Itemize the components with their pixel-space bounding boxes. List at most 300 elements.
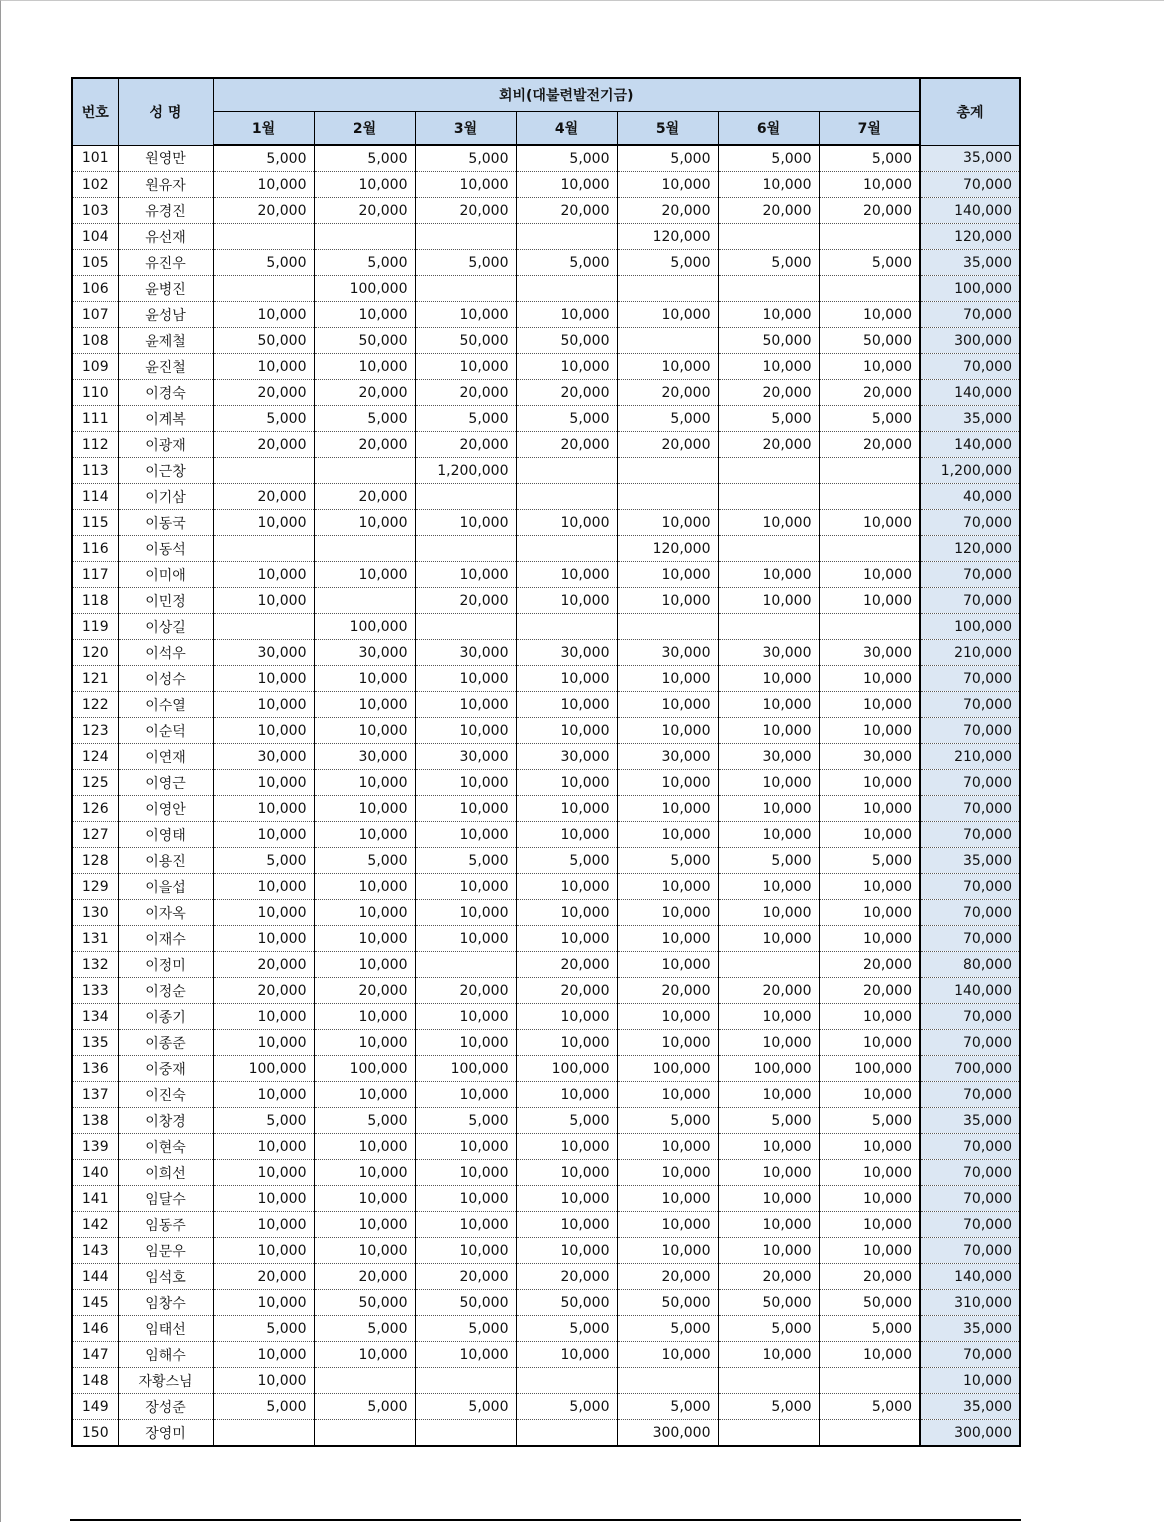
month-amount: 5,000 — [213, 406, 314, 432]
month-amount: 10,000 — [516, 354, 617, 380]
month-amount — [415, 276, 516, 302]
month-amount: 10,000 — [617, 1160, 718, 1186]
table-row — [72, 848, 1020, 874]
month-amount: 20,000 — [314, 380, 415, 406]
member-name: 이을섭 — [118, 874, 213, 900]
member-name: 원유자 — [118, 172, 213, 198]
month-amount: 10,000 — [314, 1030, 415, 1056]
month-amount: 30,000 — [314, 640, 415, 666]
month-amount: 10,000 — [718, 172, 819, 198]
table-row — [72, 1368, 1020, 1394]
month-amount: 50,000 — [819, 1290, 920, 1316]
month-amount: 5,000 — [819, 1316, 920, 1342]
month-amount: 20,000 — [415, 198, 516, 224]
month-amount — [819, 1420, 920, 1447]
month-amount — [718, 952, 819, 978]
month-amount: 10,000 — [718, 796, 819, 822]
month-amount: 10,000 — [516, 666, 617, 692]
month-amount: 20,000 — [819, 978, 920, 1004]
month-amount: 10,000 — [415, 874, 516, 900]
month-amount: 10,000 — [617, 562, 718, 588]
row-number: 117 — [72, 562, 118, 588]
month-amount: 50,000 — [516, 1290, 617, 1316]
month-amount: 5,000 — [718, 848, 819, 874]
month-amount: 5,000 — [718, 1316, 819, 1342]
table-row — [72, 900, 1020, 926]
table-row — [72, 1238, 1020, 1264]
month-amount: 10,000 — [819, 1186, 920, 1212]
table-row — [72, 1108, 1020, 1134]
row-total: 70,000 — [920, 1004, 1020, 1030]
row-total: 70,000 — [920, 770, 1020, 796]
month-amount: 10,000 — [718, 666, 819, 692]
month-amount: 10,000 — [617, 1342, 718, 1368]
member-name: 이성수 — [118, 666, 213, 692]
month-amount: 20,000 — [516, 380, 617, 406]
month-amount: 10,000 — [415, 1160, 516, 1186]
month-amount: 10,000 — [819, 1004, 920, 1030]
month-amount — [819, 224, 920, 250]
row-total: 70,000 — [920, 822, 1020, 848]
row-number: 132 — [72, 952, 118, 978]
month-amount: 10,000 — [213, 1238, 314, 1264]
month-amount: 10,000 — [819, 874, 920, 900]
month-amount: 5,000 — [516, 406, 617, 432]
month-amount: 10,000 — [516, 1134, 617, 1160]
member-name: 이영태 — [118, 822, 213, 848]
footer-divider — [70, 1519, 1021, 1521]
month-amount: 10,000 — [819, 588, 920, 614]
row-total: 140,000 — [920, 978, 1020, 1004]
table-row — [72, 1342, 1020, 1368]
month-amount: 10,000 — [617, 1186, 718, 1212]
row-number: 121 — [72, 666, 118, 692]
member-name: 이재수 — [118, 926, 213, 952]
month-amount: 10,000 — [617, 926, 718, 952]
row-number: 114 — [72, 484, 118, 510]
table-row — [72, 744, 1020, 770]
table-row — [72, 1290, 1020, 1316]
month-amount — [415, 614, 516, 640]
table-row — [72, 1056, 1020, 1082]
month-amount: 10,000 — [415, 1238, 516, 1264]
month-amount: 20,000 — [213, 952, 314, 978]
member-name: 임석호 — [118, 1264, 213, 1290]
row-total: 120,000 — [920, 224, 1020, 250]
month-amount: 20,000 — [213, 978, 314, 1004]
month-amount: 10,000 — [415, 666, 516, 692]
month-amount: 5,000 — [415, 1394, 516, 1420]
row-total: 70,000 — [920, 1342, 1020, 1368]
month-amount — [718, 1368, 819, 1394]
month-amount: 20,000 — [314, 978, 415, 1004]
table-row — [72, 770, 1020, 796]
month-amount: 10,000 — [516, 1082, 617, 1108]
member-name: 이용진 — [118, 848, 213, 874]
month-amount: 20,000 — [415, 588, 516, 614]
row-number: 102 — [72, 172, 118, 198]
member-name: 이미애 — [118, 562, 213, 588]
month-amount: 10,000 — [314, 302, 415, 328]
month-amount: 10,000 — [617, 874, 718, 900]
month-amount: 5,000 — [718, 145, 819, 172]
month-amount: 5,000 — [415, 406, 516, 432]
month-amount — [213, 536, 314, 562]
month-amount: 10,000 — [718, 1186, 819, 1212]
month-amount — [415, 536, 516, 562]
member-name: 이정순 — [118, 978, 213, 1004]
month-amount: 10,000 — [819, 926, 920, 952]
month-amount: 100,000 — [314, 1056, 415, 1082]
row-total: 70,000 — [920, 1160, 1020, 1186]
month-amount: 5,000 — [415, 1316, 516, 1342]
month-header: 1월 — [213, 112, 314, 146]
row-number: 140 — [72, 1160, 118, 1186]
month-amount: 50,000 — [314, 1290, 415, 1316]
month-amount — [617, 458, 718, 484]
dues-table — [71, 77, 1021, 1447]
table-row — [72, 484, 1020, 510]
month-amount: 20,000 — [516, 432, 617, 458]
month-amount — [819, 1368, 920, 1394]
row-number: 134 — [72, 1004, 118, 1030]
month-amount — [718, 458, 819, 484]
month-amount: 10,000 — [617, 692, 718, 718]
member-name: 임동주 — [118, 1212, 213, 1238]
table-row — [72, 640, 1020, 666]
row-number: 106 — [72, 276, 118, 302]
row-total: 700,000 — [920, 1056, 1020, 1082]
row-total: 70,000 — [920, 1212, 1020, 1238]
row-number: 103 — [72, 198, 118, 224]
month-amount: 10,000 — [516, 1342, 617, 1368]
month-amount — [415, 224, 516, 250]
month-amount — [718, 224, 819, 250]
row-number: 109 — [72, 354, 118, 380]
table-row — [72, 380, 1020, 406]
month-amount: 10,000 — [516, 1186, 617, 1212]
member-name: 이종준 — [118, 1030, 213, 1056]
month-amount: 10,000 — [213, 796, 314, 822]
month-amount: 10,000 — [516, 1004, 617, 1030]
row-total: 70,000 — [920, 666, 1020, 692]
month-amount — [617, 1368, 718, 1394]
month-amount: 100,000 — [617, 1056, 718, 1082]
month-amount: 10,000 — [718, 718, 819, 744]
month-amount: 10,000 — [718, 354, 819, 380]
member-name: 이동국 — [118, 510, 213, 536]
row-total: 70,000 — [920, 692, 1020, 718]
month-amount: 5,000 — [617, 406, 718, 432]
month-amount: 10,000 — [314, 1004, 415, 1030]
month-amount: 20,000 — [314, 484, 415, 510]
month-amount: 10,000 — [819, 1212, 920, 1238]
month-amount — [617, 484, 718, 510]
month-amount: 10,000 — [415, 926, 516, 952]
month-amount: 10,000 — [819, 302, 920, 328]
member-name: 이영안 — [118, 796, 213, 822]
member-name: 유진우 — [118, 250, 213, 276]
month-amount: 100,000 — [213, 1056, 314, 1082]
month-amount: 10,000 — [819, 510, 920, 536]
member-name: 이민정 — [118, 588, 213, 614]
month-amount: 10,000 — [314, 900, 415, 926]
row-number: 110 — [72, 380, 118, 406]
table-body — [72, 145, 1020, 1446]
month-amount: 10,000 — [819, 822, 920, 848]
member-name: 이기삼 — [118, 484, 213, 510]
row-number: 123 — [72, 718, 118, 744]
month-amount: 10,000 — [819, 718, 920, 744]
row-number: 150 — [72, 1420, 118, 1447]
month-amount: 10,000 — [718, 770, 819, 796]
month-amount: 20,000 — [617, 978, 718, 1004]
name-header: 성 명 — [118, 78, 213, 145]
month-amount — [617, 614, 718, 640]
month-amount: 10,000 — [819, 1160, 920, 1186]
month-amount: 1,200,000 — [415, 458, 516, 484]
month-amount — [314, 224, 415, 250]
table-row — [72, 1030, 1020, 1056]
table-row — [72, 432, 1020, 458]
table-row — [72, 354, 1020, 380]
month-amount: 10,000 — [314, 510, 415, 536]
month-amount: 20,000 — [819, 380, 920, 406]
number-header: 번호 — [72, 78, 118, 145]
month-amount: 10,000 — [617, 510, 718, 536]
month-amount: 20,000 — [415, 978, 516, 1004]
table-row — [72, 666, 1020, 692]
month-amount — [819, 276, 920, 302]
table-row — [72, 1186, 1020, 1212]
month-amount: 5,000 — [617, 145, 718, 172]
member-name: 임해수 — [118, 1342, 213, 1368]
month-amount: 10,000 — [516, 1030, 617, 1056]
month-amount: 10,000 — [718, 692, 819, 718]
month-amount: 30,000 — [415, 640, 516, 666]
member-name: 유선재 — [118, 224, 213, 250]
member-name: 이근창 — [118, 458, 213, 484]
dues-group-header: 회비(대불련발전기금) — [213, 78, 920, 112]
member-name: 원영만 — [118, 145, 213, 172]
month-amount: 5,000 — [213, 145, 314, 172]
row-number: 126 — [72, 796, 118, 822]
month-amount: 10,000 — [314, 692, 415, 718]
month-amount: 5,000 — [718, 250, 819, 276]
month-amount: 20,000 — [213, 432, 314, 458]
month-amount: 10,000 — [516, 770, 617, 796]
month-amount: 10,000 — [617, 718, 718, 744]
month-amount: 10,000 — [213, 900, 314, 926]
month-amount: 30,000 — [213, 744, 314, 770]
member-name: 이정미 — [118, 952, 213, 978]
month-amount — [415, 1368, 516, 1394]
month-amount: 5,000 — [617, 1108, 718, 1134]
month-amount: 10,000 — [213, 770, 314, 796]
row-number: 127 — [72, 822, 118, 848]
row-total: 140,000 — [920, 380, 1020, 406]
month-amount: 10,000 — [415, 1342, 516, 1368]
month-amount: 20,000 — [314, 432, 415, 458]
month-amount: 100,000 — [314, 276, 415, 302]
month-amount: 30,000 — [516, 640, 617, 666]
month-amount: 5,000 — [314, 1394, 415, 1420]
member-name: 이창경 — [118, 1108, 213, 1134]
member-name: 이수열 — [118, 692, 213, 718]
month-amount: 20,000 — [213, 484, 314, 510]
month-amount: 20,000 — [617, 432, 718, 458]
month-amount: 10,000 — [213, 1082, 314, 1108]
month-amount: 5,000 — [617, 250, 718, 276]
member-name: 이종기 — [118, 1004, 213, 1030]
month-amount: 20,000 — [617, 198, 718, 224]
month-amount: 30,000 — [819, 640, 920, 666]
month-amount: 10,000 — [718, 926, 819, 952]
month-amount: 10,000 — [819, 1238, 920, 1264]
table-row — [72, 406, 1020, 432]
month-amount: 10,000 — [617, 666, 718, 692]
month-amount: 20,000 — [617, 380, 718, 406]
month-amount: 5,000 — [516, 250, 617, 276]
month-amount: 10,000 — [415, 796, 516, 822]
month-amount: 10,000 — [516, 874, 617, 900]
month-amount: 10,000 — [617, 1134, 718, 1160]
month-amount: 100,000 — [819, 1056, 920, 1082]
month-amount: 30,000 — [516, 744, 617, 770]
month-amount: 5,000 — [314, 848, 415, 874]
table-row — [72, 1004, 1020, 1030]
month-amount: 10,000 — [314, 1082, 415, 1108]
month-amount: 20,000 — [819, 952, 920, 978]
month-amount: 5,000 — [516, 145, 617, 172]
month-amount: 50,000 — [617, 1290, 718, 1316]
month-amount — [819, 458, 920, 484]
row-number: 104 — [72, 224, 118, 250]
row-number: 142 — [72, 1212, 118, 1238]
month-amount: 120,000 — [617, 224, 718, 250]
month-amount — [415, 1420, 516, 1447]
month-amount: 10,000 — [213, 1290, 314, 1316]
month-amount: 10,000 — [617, 1082, 718, 1108]
row-number: 136 — [72, 1056, 118, 1082]
month-amount: 50,000 — [213, 328, 314, 354]
row-total: 140,000 — [920, 1264, 1020, 1290]
month-amount — [516, 614, 617, 640]
month-amount: 10,000 — [516, 718, 617, 744]
month-amount: 100,000 — [314, 614, 415, 640]
month-amount: 10,000 — [516, 1212, 617, 1238]
month-amount: 5,000 — [415, 145, 516, 172]
row-total: 300,000 — [920, 1420, 1020, 1447]
month-amount: 50,000 — [516, 328, 617, 354]
month-amount: 10,000 — [819, 172, 920, 198]
month-amount — [718, 484, 819, 510]
month-amount: 10,000 — [617, 588, 718, 614]
month-amount: 50,000 — [415, 328, 516, 354]
table-row — [72, 796, 1020, 822]
member-name: 이진숙 — [118, 1082, 213, 1108]
month-amount: 10,000 — [415, 302, 516, 328]
month-amount: 5,000 — [617, 848, 718, 874]
month-amount: 10,000 — [617, 1212, 718, 1238]
month-amount: 30,000 — [718, 744, 819, 770]
month-amount: 10,000 — [213, 1212, 314, 1238]
row-number: 143 — [72, 1238, 118, 1264]
table-row — [72, 536, 1020, 562]
header-row-top — [72, 78, 1020, 112]
row-number: 108 — [72, 328, 118, 354]
month-amount: 30,000 — [718, 640, 819, 666]
month-amount: 100,000 — [718, 1056, 819, 1082]
month-amount — [314, 536, 415, 562]
row-number: 120 — [72, 640, 118, 666]
table-row — [72, 458, 1020, 484]
table-row — [72, 822, 1020, 848]
month-amount: 10,000 — [516, 900, 617, 926]
month-amount: 10,000 — [718, 1030, 819, 1056]
total-header: 총계 — [920, 78, 1020, 145]
month-amount: 10,000 — [617, 302, 718, 328]
month-amount: 10,000 — [718, 1134, 819, 1160]
member-name: 이자옥 — [118, 900, 213, 926]
month-amount: 10,000 — [213, 1160, 314, 1186]
member-name: 이광재 — [118, 432, 213, 458]
month-header: 4월 — [516, 112, 617, 146]
month-amount: 10,000 — [415, 172, 516, 198]
month-amount — [213, 224, 314, 250]
month-amount: 100,000 — [415, 1056, 516, 1082]
month-amount: 10,000 — [415, 1082, 516, 1108]
row-total: 70,000 — [920, 900, 1020, 926]
month-amount: 10,000 — [718, 588, 819, 614]
row-total: 300,000 — [920, 328, 1020, 354]
table-row — [72, 1082, 1020, 1108]
month-amount: 10,000 — [516, 302, 617, 328]
month-header: 5월 — [617, 112, 718, 146]
month-amount — [213, 614, 314, 640]
month-amount: 20,000 — [516, 952, 617, 978]
month-amount — [213, 458, 314, 484]
member-name: 이중재 — [118, 1056, 213, 1082]
month-amount: 5,000 — [819, 406, 920, 432]
month-amount: 10,000 — [314, 1342, 415, 1368]
month-amount: 10,000 — [718, 900, 819, 926]
member-name: 이경숙 — [118, 380, 213, 406]
month-amount: 10,000 — [516, 588, 617, 614]
table-row — [72, 172, 1020, 198]
month-amount: 30,000 — [314, 744, 415, 770]
month-amount: 10,000 — [213, 1342, 314, 1368]
member-name: 윤진철 — [118, 354, 213, 380]
row-number: 133 — [72, 978, 118, 1004]
month-amount: 20,000 — [819, 432, 920, 458]
month-amount: 100,000 — [516, 1056, 617, 1082]
month-amount: 5,000 — [314, 1316, 415, 1342]
member-name: 이계복 — [118, 406, 213, 432]
table-row — [72, 562, 1020, 588]
month-amount: 10,000 — [415, 718, 516, 744]
month-amount: 5,000 — [819, 145, 920, 172]
month-amount: 10,000 — [718, 562, 819, 588]
month-amount: 10,000 — [516, 562, 617, 588]
month-amount — [314, 1368, 415, 1394]
month-amount: 20,000 — [718, 1264, 819, 1290]
month-amount: 5,000 — [415, 250, 516, 276]
row-total: 35,000 — [920, 406, 1020, 432]
month-amount: 10,000 — [516, 796, 617, 822]
row-total: 35,000 — [920, 1394, 1020, 1420]
table-row — [72, 1160, 1020, 1186]
